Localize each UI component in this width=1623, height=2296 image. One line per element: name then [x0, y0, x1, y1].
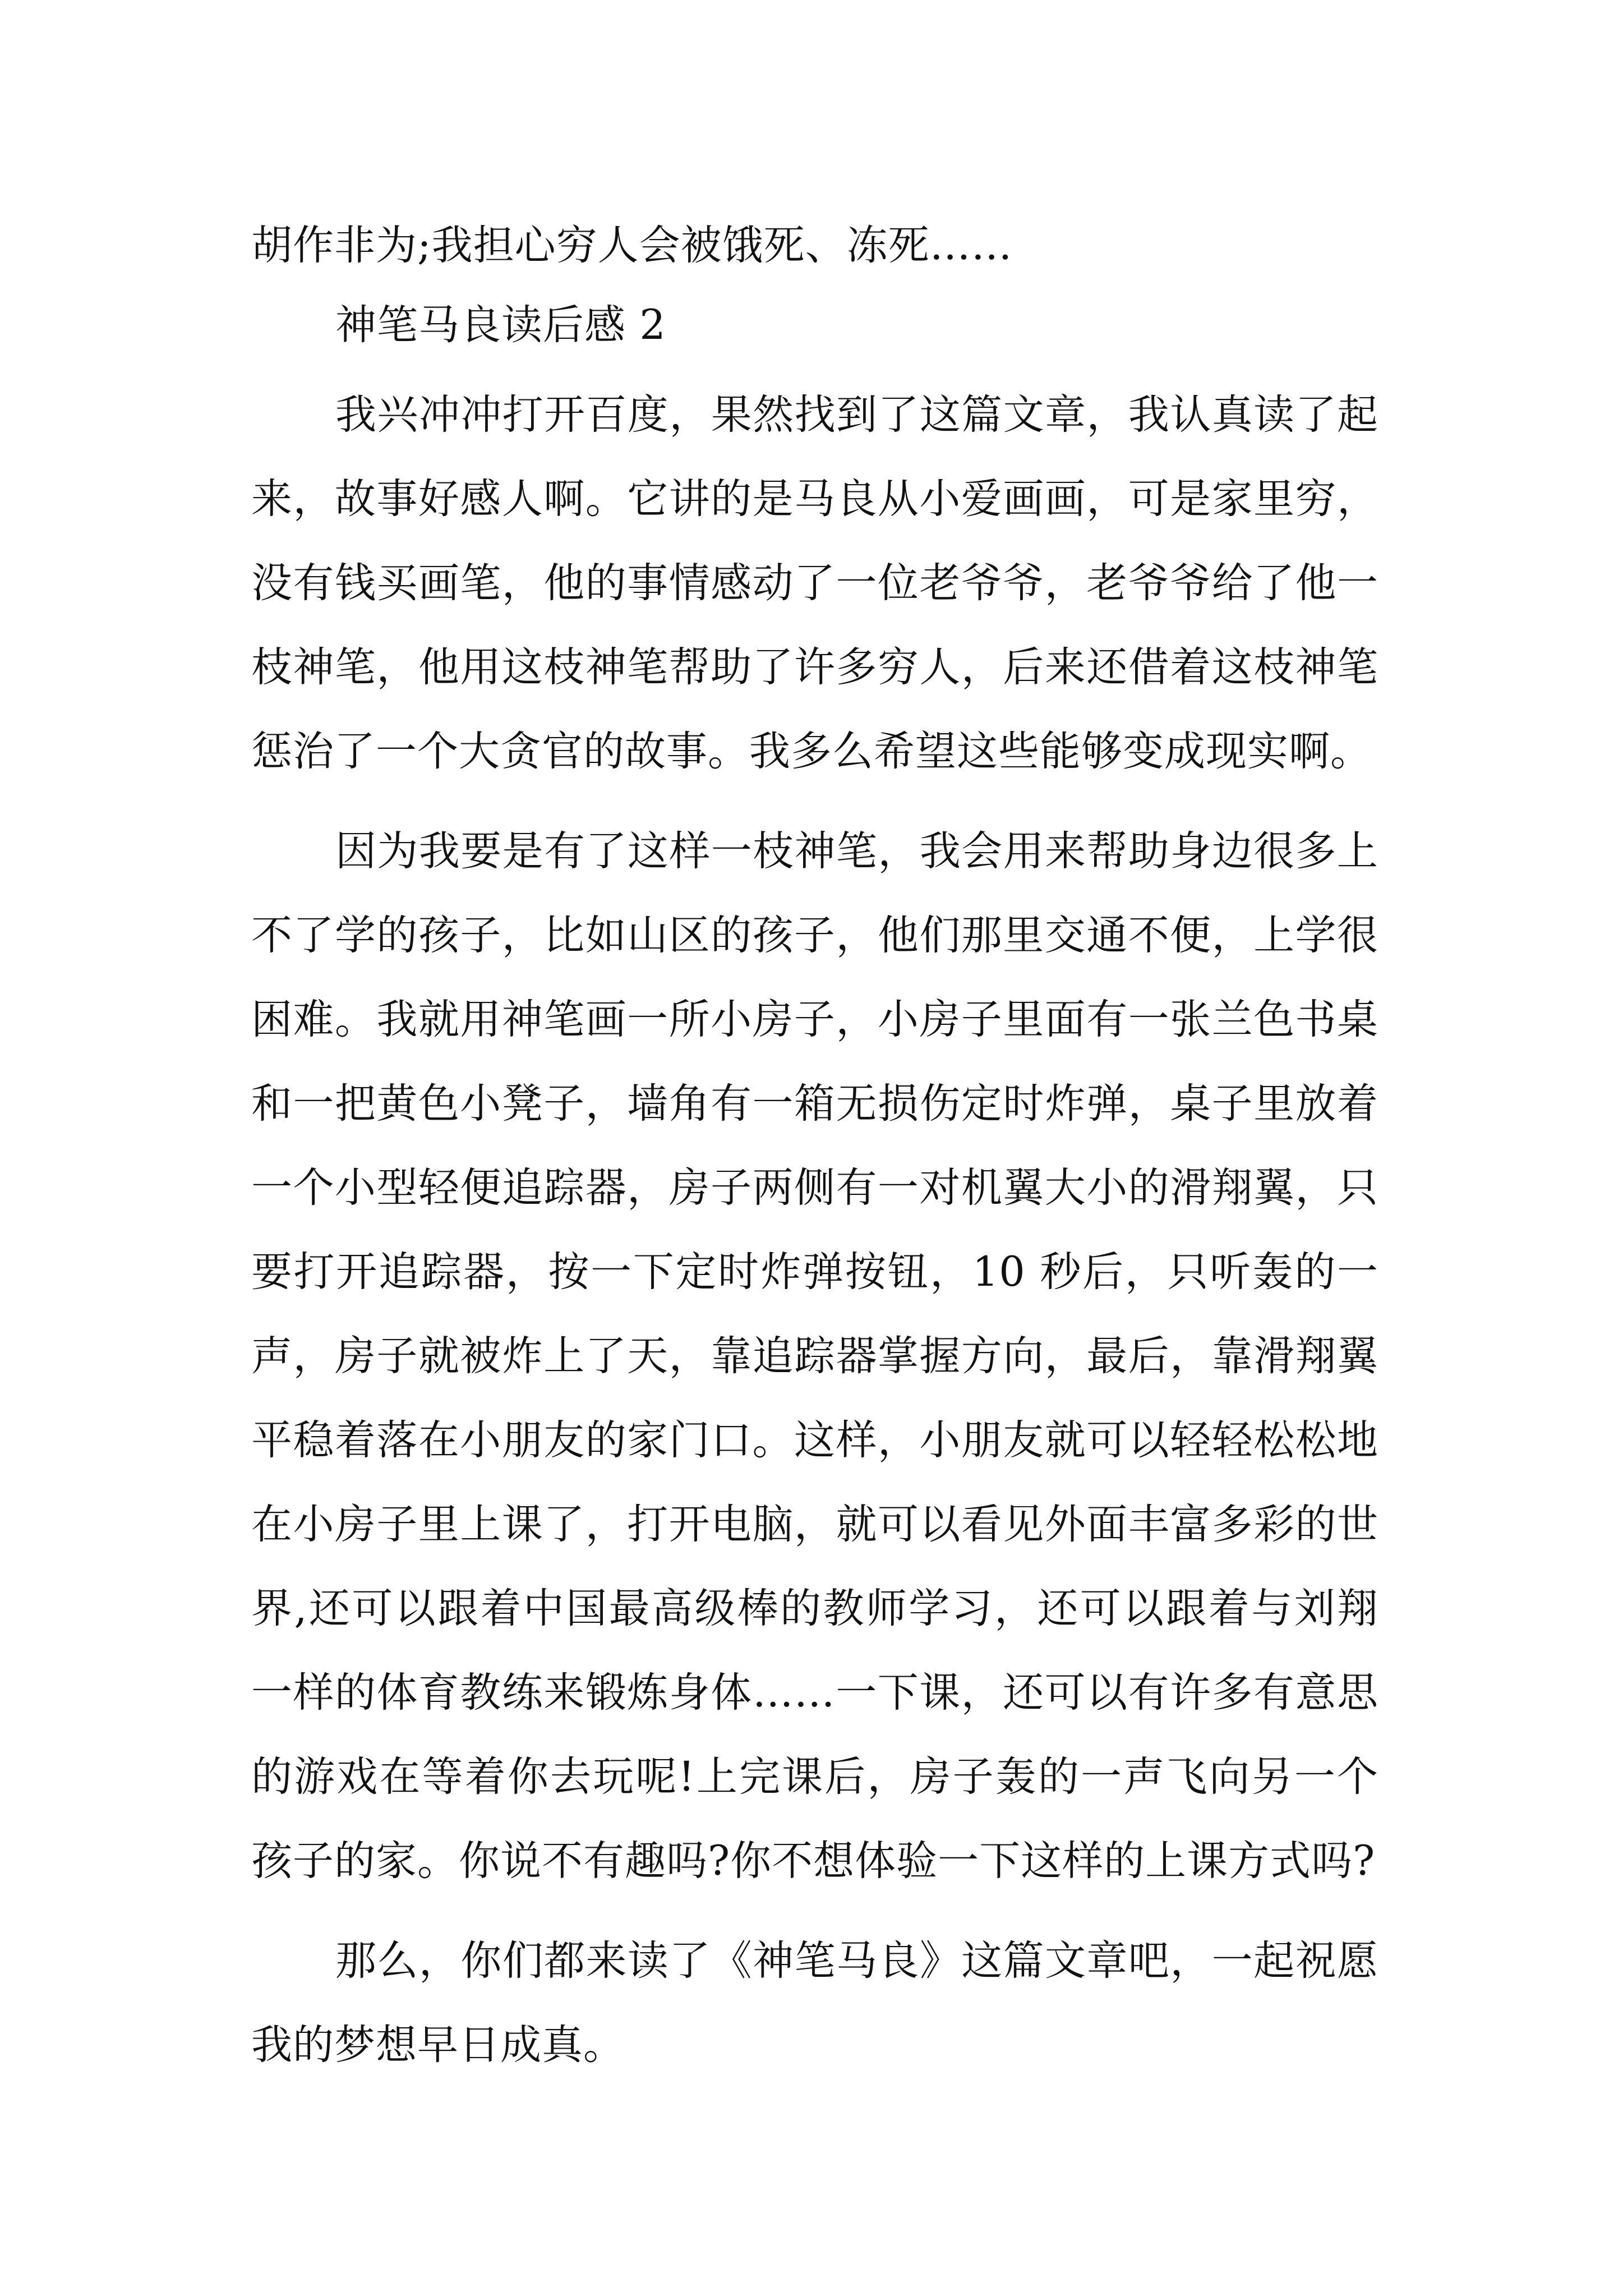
paragraph-3: 那么，你们都来读了《神笔马良》这篇文章吧，一起祝愿我的梦想早日成真。 — [251, 1937, 1378, 2069]
section-heading: 神笔马良读后感 2 — [335, 301, 666, 349]
document-page — [251, 213, 1378, 2087]
carryover-line: 胡作非为;我担心穷人会被饿死、冻死…… — [251, 222, 1013, 269]
paragraph-2: 因为我要是有了这样一枝神笔，我会用来帮助身边很多上不了学的孩子，比如山区的孩子，他们那里交通不便，上学很困难。我就用神笔画一所小房子，小房子里面有一张兰色书桌和一把黄色小凳子，墙角有一箱无损伤定时炸弹，桌子里放着一个小型轻便追踪器，房子两侧有一对机翼大小的滑翔翼，只要打开追踪器，按一下定时炸弹按钮，10 秒后，只听轰的一声，房子就被炸上了天，靠追踪器掌握方向，最后，靠滑翔翼平稳着落在小朋友的家门口。这样，小朋友就可以轻轻松松地在小房子里上课了，打开电脑，就可以看见外面丰富多彩的世界,还可以跟着中国最高级棒的教师学习，还可以跟着与刘翔一样的体育教练来锻炼身体……一下课，还可以有许多有意思的游戏在等着你去玩呢!上完课后，房子轰的一声飞向另一个孩子的家。你说不有趣吗?你不想体验一下这样的上课方式吗? — [251, 827, 1378, 1885]
paragraph-1: 我兴冲冲打开百度，果然找到了这篇文章，我认真读了起来，故事好感人啊。它讲的是马良从小爱画画，可是家里穷，没有钱买画笔，他的事情感动了一位老爷爷，老爷爷给了他一枝神笔，他用这枝神笔帮助了许多穷人，后来还借着这枝神笔惩治了一个大贪官的故事。我多么希望这些能够变成现实啊。 — [251, 391, 1378, 775]
